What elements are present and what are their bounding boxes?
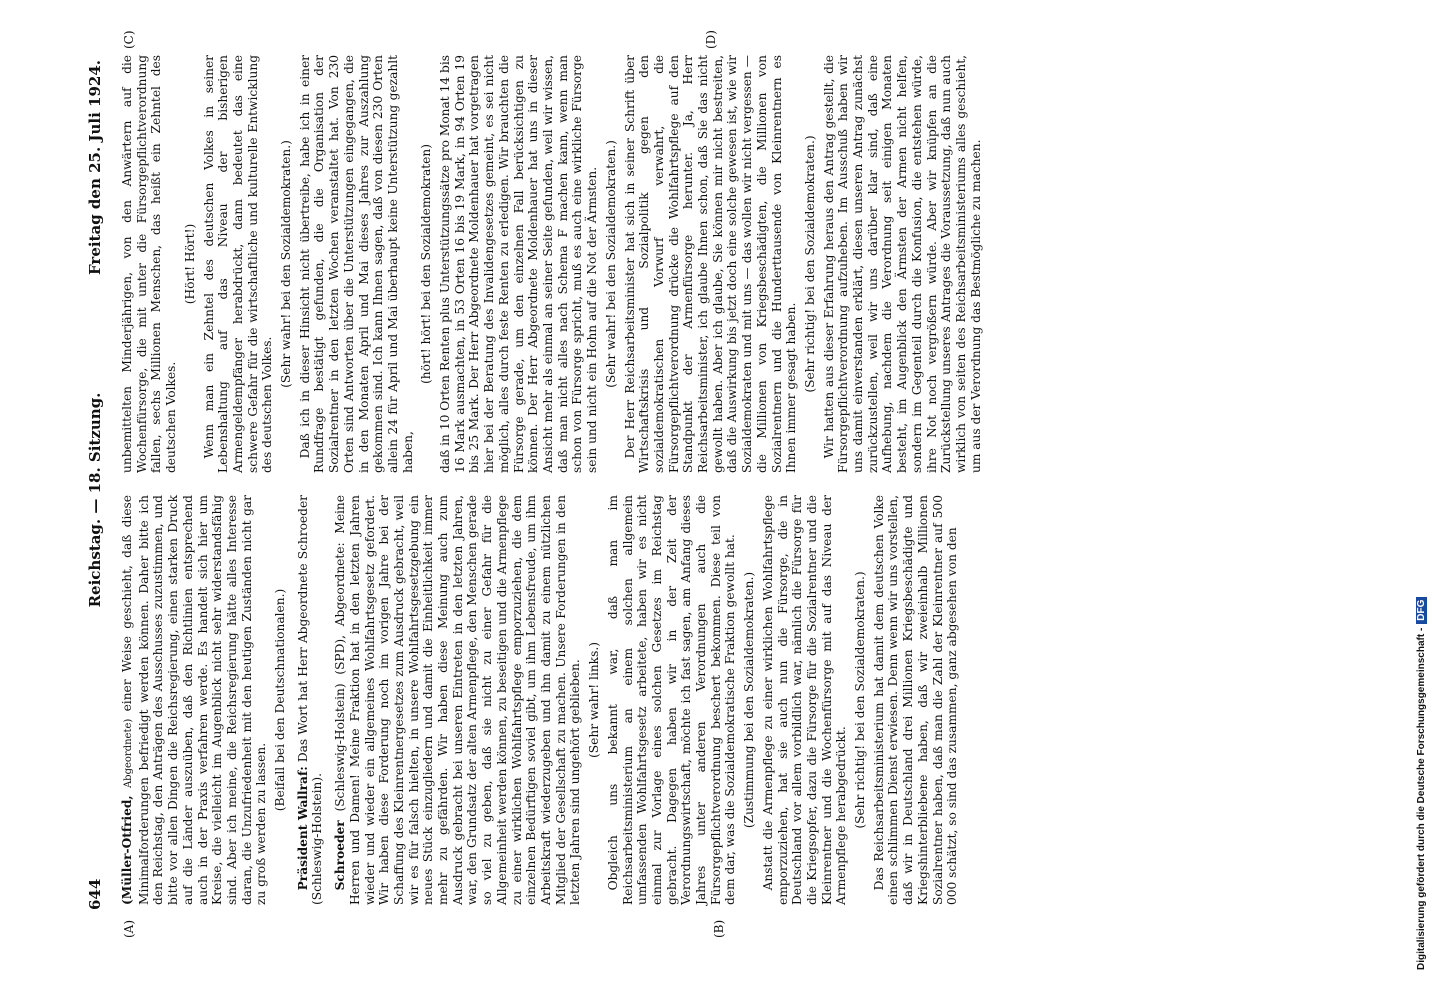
paragraph xyxy=(120,495,269,905)
page-title: Reichstag. — 18. Sitzung. xyxy=(86,392,104,608)
interjection: (Sehr richtig! bei den Sozialdemokraten.) xyxy=(802,135,817,393)
interjection: (Hört! Hört!) xyxy=(182,223,197,305)
interjection: (Sehr richtig! bei den Sozialdemokraten.) xyxy=(853,571,868,829)
paragraph: Wenn man ein Zehntel des deutschen Volkes in seiner Lebenshaltung auf das Niveau der bisherigen Armengeldempfänger herabdrückt, dann bedeutet das eine schwere Gefahr für die wirtschaftliche und kulturelle Entwicklung des deutschen Volkes. xyxy=(201,55,275,473)
paragraph: unbemittelten Minderjährigen, von den Anwärtern auf die Wochenfürsorge, die mit unter die Fürsorgepflichtverordnung fallen, sechs Millionen Menschen, das heißt ein Zehntel des deutschen Volkes. xyxy=(120,55,179,473)
paragraph: Der Herr Reichsarbeitsminister hat sich in seiner Schrift über Wirtschaftskrisis und Sozialpolitik gegen den sozialdemokratischen Vorwurf verwahrt, die Fürsorgepflichtverordnung drücke die Wohlfahrtspflege auf den Standpunkt der Armenfürsorge herunter. Ja, Herr Reichsarbeitsminister, ich glaube Ihnen schon, daß Sie das nicht gewollt haben. Aber ich glaube, Sie können mir nicht bestreiten, daß die Auswirkung bis jetzt doch eine solche gewesen ist, wie wir Sozialdemokraten und mit uns — das wollen wir nicht vergessen — die Millionen von Kriegsbeschädigten, die Millionen von Sozialrentnern und die Hunderttausende von Kleinrentnern es Ihnen immer gesagt haben. xyxy=(622,55,799,473)
paragraph: Daß ich in dieser Hinsicht nicht übertreibe, habe ich in einer Rundfrage bestätigt gefunden, die die Organisation der Sozialrentner in den letzten Wochen veranstaltet hat. Von 230 Orten sind Antworten über die Unterstützungen eingegangen, die in den Monaten April und Mai dieses Jahres zur Auszahlung gekommen sind. Ich kann Ihnen sagen, daß von diesen 230 Orten allein 24 für April und Mai überhaupt keine Unterstützung gezahlt haben, xyxy=(297,55,415,473)
session-date: Freitag den 25. Juli 1924. xyxy=(86,60,104,275)
paragraph xyxy=(296,495,325,905)
speaker-name: (Müller-Otfried, xyxy=(120,795,134,905)
interjection: (Sehr wahr! bei den Sozialdemokraten.) xyxy=(279,140,294,388)
interjection: (hört! hört! bei den Sozialdemokraten) xyxy=(419,144,434,384)
paragraph: Anstatt die Armenpflege zu einer wirklichen Wohlfahrtspflege emporzuziehen, hat sie auch nun die Fürsorge, die in Deutschland vor allem vorbildlich war, nämlich die Fürsorge für die Kriegsopfer, dazu die Fürsorge für die Sozialrentner und die Kleinrentner und die Wochenfürsorge mit auf das Niveau der Armenpflege herabgedrückt. xyxy=(760,495,849,905)
left-column xyxy=(120,495,960,905)
paragraph-text: Das Wort hat Herr Abgeordnete Schroeder (Schleswig-Holstein). xyxy=(295,495,325,905)
interjection: (Sehr wahr! bei den Sozialdemokraten.) xyxy=(603,140,618,388)
interjection: (Zustimmung bei den Sozialdemokraten.) xyxy=(742,571,757,829)
page-header xyxy=(86,60,116,940)
margin-letter-d: (D) xyxy=(704,30,718,49)
paragraph-text: einer Weise geschieht, daß diese Minimalforderungen befriedigt werden können. Daher bitte ich den Reichstag, den Anträgen des Ausschusses zuzustimmen, und bitte vor allen Dingen die Reichsregierung, einen starken Druck auf die Länder auszuüben, daß den Richtlinien entsprechend auch in der Praxis verfahren werde. Es handelt sich hier um Kreise, die vielleicht im Augenblick nicht sehr widerstandsfähig sind. Aber ich meine, die Reichsregierung hätte alles Interesse daran, die Unzufriedenheit mit den heutigen Zuständen nicht gar zu groß werden zu lassen. xyxy=(120,494,269,905)
margin-letter-b: (B) xyxy=(712,919,726,938)
speaker-role: Abgeordnete) xyxy=(123,718,134,789)
paragraph: Obgleich uns bekannt war, daß man im Reichsarbeitsministerium an einem solchen allgemein umfassenden Wohlfahrtsgesetz arbeitete, haben wir es nicht einmal zur Vorlage eines solchen Gesetzes im Reichstag gebracht. Dagegen haben wir in der Zeit der Verordnungswirtschaft, möchte ich fast sagen, am Anfang dieses Jahres unter anderen Verordnungen auch die Fürsorgepflichtverordnung beschert bekommen. Diese teil von dem dar, was die Sozialdemokratische Fraktion gewollt hat. xyxy=(605,495,738,905)
credit-text: Digitalisierung gefördert durch die Deutsche Forschungsgemeinschaft - xyxy=(1416,627,1427,970)
speaker-name: Schroeder xyxy=(333,820,348,891)
paragraph xyxy=(333,495,583,905)
paragraph-text: (Schleswig-Holstein) (SPD), Abgeordnete: Meine Herren und Damen! Meine Fraktion hat in den letzten Jahren wieder und wieder ein allgemeines Wohlfahrtsgesetz gefordert. Wir haben diese Forderung noch im vorigen Jahre bei der Schaffung des Kleinrentnergesetzes zum Ausdruck gebracht, weil wir es für falsch hielten, in unsere Wohlfahrtsgesetzgebung ein neues Stück einzugliedern und damit die Einheitlichkeit immer mehr zu gefährden. Wir haben diese Meinung auch zum Ausdruck gebracht bei unseren Eintreten in den letzten Jahren, war, den Grundsatz der alten Armenpflege, den Menschen gerade so viel zu geben, daß sie nicht zu einer Gefahr für die Allgemeinheit werden können, zu beseitigen und die Armenpflege zu einer wirklichen Wohlfahrtspflege emporzuziehen, die dem einzelnen Bedürftigen soviel gibt, um ihm Lebensfreude, um ihm Arbeitskraft wiederzugeben und ihn damit zu einem nützlichen Mitglied der Gesellschaft zu machen. Unsere Forderungen in den letzten Jahren sind ungehört geblieben. xyxy=(333,495,583,905)
interjection: (Beifall bei den Deutschnationalen.) xyxy=(273,588,288,812)
paragraph: Wir hatten aus dieser Erfahrung heraus den Antrag gestellt, die Fürsorgepflichtverordnung aufzuheben. Im Ausschuß haben wir uns damit einverstanden erklärt, diesen unseren Antrag zunächst zurückzustellen, weil wir uns darüber klar sind, daß eine Aufhebung, nachdem die Verordnung seit einigen Monaten besteht, im Augenblick den Ärmsten der Armen nicht helfen, sondern im Gegenteil durch die Konfusion, die entstehen würde, ihre Not noch vergrößern würde. Aber wir knüpfen an die Zurückstellung unseres Antrages die Voraussetzung, daß nun auch wirklich von seiten des Reichsarbeitsministeriums alles geschieht, um aus der Verordnung das Bestmögliche zu machen. xyxy=(821,55,983,473)
speaker-name: Präsident Wallraf: xyxy=(295,766,310,891)
dfg-logo: DFG xyxy=(1416,597,1427,624)
right-column xyxy=(120,55,983,473)
digitization-credit xyxy=(1416,30,1427,970)
margin-letter-a: (A) xyxy=(122,919,136,938)
paragraph: Das Reichsarbeitsministerium hat damit dem deutschen Volke einen schlimmen Dienst erwiesen. Denn wenn wir uns vorstellen, daß wir in Deutschland drei Millionen Kriegsbeschädigte und Kriegshinterbliebene haben, daß wir zweieinhalb Millionen Sozialrentner haben, daß man die Zahl der Kleinrentner auf 500 000 schätzt, so sind das zusammen, ganz abgesehen von den xyxy=(871,495,960,905)
paragraph: daß in 10 Orten Renten plus Unterstützungssätze pro Monat 14 bis 16 Mark ausmachten, in 53 Orten 16 bis 19 Mark, in 94 Orten 19 bis 25 Mark. Der Herr Abgeordnete Moldenhauer hat vorgetragen hier bei der Beratung des Invalidengesetzes gemeint, es sei nicht möglich, alles durch feste Renten zu erledigen. Wir brauchten die Fürsorge gerade, um den einzelnen Fall berücksichtigen zu können. Der Herr Abgeordnete Moldenhauer hat uns in dieser Ansicht mehr als einmal an seiner Seite gefunden, weil wir wissen, daß man nicht alles nach Schema F machen kann, wenn man schon von Fürsorge spricht, muß es auch eine wirkliche Fürsorge sein und nicht ein Hohn auf die Not der Ärmsten. xyxy=(438,55,600,473)
interjection: (Sehr wahr! links.) xyxy=(587,642,602,758)
page-number: 644 xyxy=(86,878,104,910)
margin-letter-c: (C) xyxy=(122,30,136,49)
